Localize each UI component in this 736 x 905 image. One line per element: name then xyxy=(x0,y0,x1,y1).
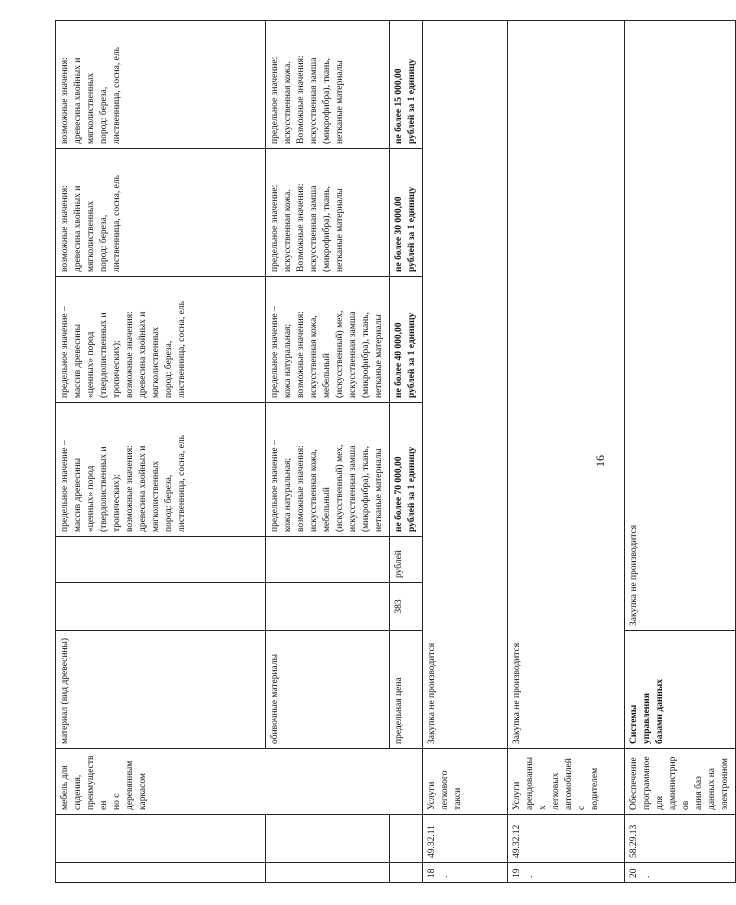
row-number-cell xyxy=(390,863,423,883)
okpd-cell xyxy=(390,815,423,863)
table-row xyxy=(423,21,508,883)
value-cell-group1: предельное значение – кожа натуральная; возможные значения: искусственная кожа, мебельный (искусственный) мех, искусственная замша (микрофибра), ткань, нетканые материалы xyxy=(266,403,390,537)
item-name-cell: Услуги арендованных легковых автомобилей с водителем xyxy=(508,749,625,815)
row-number-cell: 19. xyxy=(508,863,625,883)
characteristic-cell: предельная цена xyxy=(390,631,423,749)
value-cell-group1: предельное значение – массив древесины «ценных» пород (твердолиственных и тропических); возможные значения: древесина хвойных и мягколиственных пород: береза, лиственница, сосна, ель xyxy=(56,403,266,537)
value-cell-group3: возможные значения: древесина хвойных и мягколиственных пород: береза, лиственница, сосна, ель xyxy=(56,149,266,277)
characteristic-cell: материал (вид древесины) xyxy=(56,631,266,749)
row-number-cell: 20. xyxy=(625,863,736,883)
value-cell-group1: не более 70 000,00 рублей за 1 единицу xyxy=(390,403,423,537)
characteristic-cell: Системы управления базами данных xyxy=(625,631,736,749)
procurement-note: Закупка не производится xyxy=(625,21,736,631)
item-name-cell: мебель для сидения, преимуществен но с деревянным каркасом xyxy=(56,749,423,815)
table-row xyxy=(508,21,625,883)
value-cell-group4: предельное значение: искусственная кожа. Возможные значения: искусственная замша (микрофибра), ткань, нетканые материалы xyxy=(266,21,390,149)
page-number: 16 xyxy=(593,455,607,467)
row-number-cell: 18. xyxy=(423,863,508,883)
procurement-note: Закупка не производится xyxy=(423,21,508,749)
value-cell-group2: предельное значение – кожа натуральная; возможные значения: искусственная кожа, мебельный (искусственный) мех, искусственная замша (микрофибра), ткань, нетканые материалы xyxy=(266,277,390,403)
okpd-cell: 49.32.12 xyxy=(508,815,625,863)
value-cell-group2: предельное значение – массив древесины «ценных» пород (твердолиственных и тропических); возможные значения: древесина хвойных и мягколиственных пород: береза, лиственница, сосна, ель xyxy=(56,277,266,403)
row-number-cell xyxy=(266,863,390,883)
unit-name-cell xyxy=(56,537,266,583)
unit-name-cell: рублей xyxy=(390,537,423,583)
unit-code-cell xyxy=(56,583,266,631)
procurement-note: Закупка не производится xyxy=(508,21,625,749)
okpd-cell xyxy=(266,815,390,863)
unit-name-cell xyxy=(266,537,390,583)
requirements-table xyxy=(55,20,736,883)
okpd-cell xyxy=(56,815,266,863)
okpd-cell: 49.32.11 xyxy=(423,815,508,863)
value-cell-group2: не более 40 000,00 рублей за 1 единицу xyxy=(390,277,423,403)
value-cell-group4: не более 15 000,00 рублей за 1 единицу xyxy=(390,21,423,149)
item-name-cell: Обеспечение программное для администриров ания баз данных на электронном xyxy=(625,749,736,815)
table-row xyxy=(625,21,736,883)
characteristic-cell: обивочные материалы xyxy=(266,631,390,749)
value-cell-group3: предельное значение: искусственная кожа. Возможные значения: искусственная замша (микрофибра), ткань, нетканые материалы xyxy=(266,149,390,277)
row-number-cell xyxy=(56,863,266,883)
unit-code-cell: 383 xyxy=(390,583,423,631)
table-row xyxy=(56,21,266,883)
item-name-cell: Услуги легкового такси xyxy=(423,749,508,815)
unit-code-cell xyxy=(266,583,390,631)
okpd-cell: 58.29.13 xyxy=(625,815,736,863)
value-cell-group3: не более 30 000,00 рублей за 1 единицу xyxy=(390,149,423,277)
value-cell-group4: возможные значения: древесина хвойных и мягколиственных пород: береза, лиственница, сосна, ель xyxy=(56,21,266,149)
